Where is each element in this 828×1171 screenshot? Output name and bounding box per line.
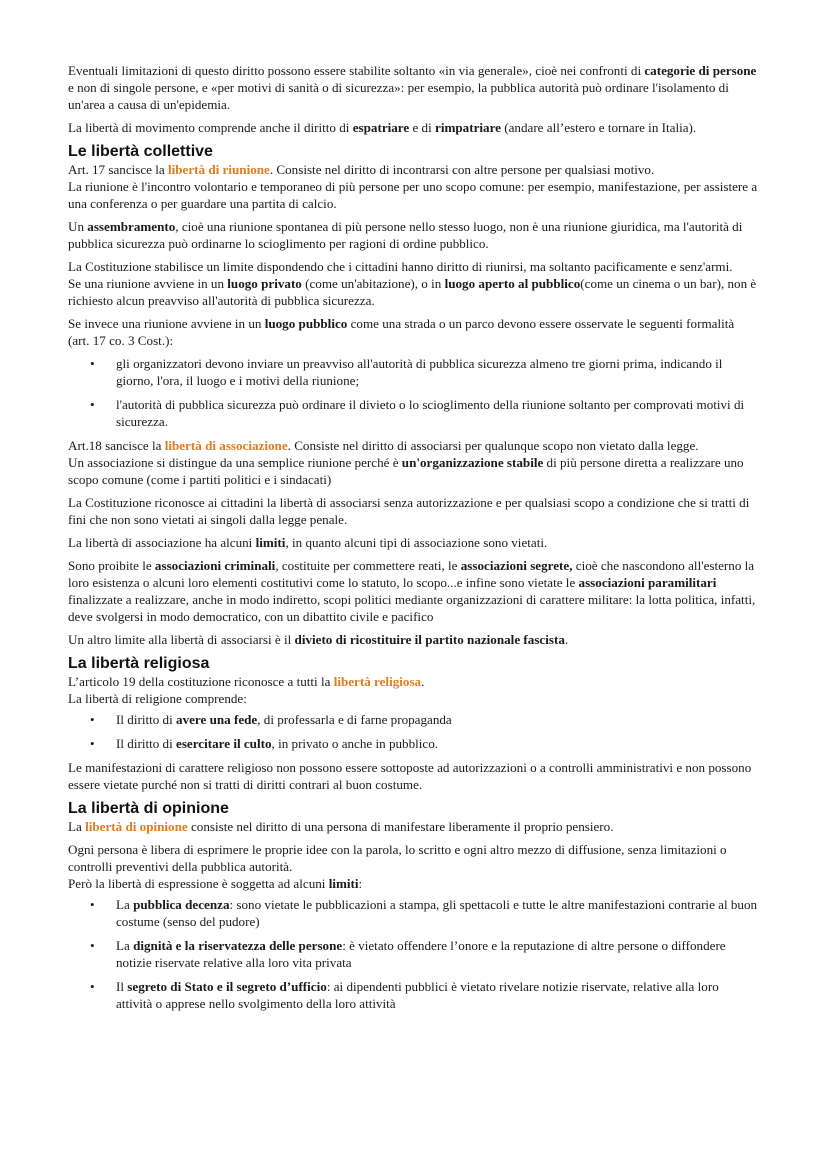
list-item: • La dignità e la riservatezza delle persone: è vietato offendere l’onore e la reputazione di altre persone o diffondere notizie riservate relative alla loro vita privata xyxy=(68,937,758,971)
heading-liberta-religiosa: La libertà religiosa xyxy=(68,655,210,672)
paragraph-associazione: Un associazione si distingue da una semplice riunione perché è un'organizzazione stabile di più persone diretta a realizzare uno scopo comune (come i partiti politici e i sindacati) xyxy=(68,455,744,487)
list-formalita xyxy=(68,355,758,430)
paragraph-art19: L’articolo 19 della costituzione riconosce a tutti la libertà religiosa. xyxy=(68,674,425,689)
paragraph-art18: Art.18 sancisce la libertà di associazione. Consiste nel diritto di associarsi per qualunque scopo non vietato dalla legge. xyxy=(68,438,699,453)
list-religione xyxy=(68,711,758,752)
list-item: • Il segreto di Stato e il segreto d’ufficio: ai dipendenti pubblici è vietato rivelare notizie riservate, relative alla loro attività o apprese nello svolgimento della loro attività xyxy=(68,978,758,1012)
paragraph-limitazioni: Eventuali limitazioni di questo diritto possono essere stabilite soltanto «in via generale», cioè nei confronti di categorie di persone e non di singole persone, e «per motivi di sanità o di sicurezza»: per esempio, la pubblica autorità può ordinare l'isolamento di un'area a causa di un'epidemia. xyxy=(68,63,757,112)
paragraph-luogo-privato: Se una riunione avviene in un luogo privato (come un'abitazione), o in luogo aperto al pubblico(come un cinema o un bar), non è richiesto alcun preavviso all'autorità di pubblica sicurezza. xyxy=(68,276,757,308)
list-item: • Il diritto di avere una fede, di professarla e di farne propaganda xyxy=(68,711,758,728)
paragraph-limiti-associazione: La libertà di associazione ha alcuni limiti, in quanto alcuni tipi di associazione sono vietati. xyxy=(68,535,548,550)
list-limiti-opinione xyxy=(68,896,758,1012)
heading-liberta-opinione: La libertà di opinione xyxy=(68,800,229,817)
paragraph-movimento: La libertà di movimento comprende anche il diritto di espatriare e di rimpatriare (andare all’estero e tornare in Italia). xyxy=(68,120,697,135)
paragraph-divieto-fascista: Un altro limite alla libertà di associarsi è il divieto di ricostituire il partito nazionale fascista. xyxy=(68,632,569,647)
list-item: • Il diritto di esercitare il culto, in privato o anche in pubblico. xyxy=(68,735,758,752)
paragraph-manifestazioni-religiose: Le manifestazioni di carattere religioso non possono essere sottoposte ad autorizzazioni o a controlli amministrativi e non possono essere vietate purché non si tratti di diritti contrari al buon costume. xyxy=(68,760,752,792)
paragraph-opinione: La libertà di opinione consiste nel diritto di una persona di manifestare liberamente il proprio pensiero. xyxy=(68,819,614,834)
paragraph-costituzione-associazione: La Costituzione riconosce ai cittadini la libertà di associarsi senza autorizzazione e per qualsiasi scopo a condizione che si tratti di fini che non sono vietati ai singoli dalla legge penale. xyxy=(68,495,750,527)
list-item: • l'autorità di pubblica sicurezza può ordinare il divieto o lo scioglimento della riunione soltanto per comprovati motivi di sicurezza. xyxy=(68,396,758,430)
paragraph-religione-comprende: La libertà di religione comprende: xyxy=(68,691,247,706)
paragraph-limiti-espressione: Però la libertà di espressione è soggetta ad alcuni limiti: xyxy=(68,876,363,891)
list-item: • gli organizzatori devono inviare un preavviso all'autorità di pubblica sicurezza almeno tre giorni prima, indicando il giorno, l'ora, il luogo e i motivi della riunione; xyxy=(68,355,758,389)
paragraph-luogo-pubblico: Se invece una riunione avviene in un luogo pubblico come una strada o un parco devono essere osservate le seguenti formalità (art. 17 co. 3 Cost.): xyxy=(68,316,735,348)
list-item: • La pubblica decenza: sono vietate le pubblicazioni a stampa, gli spettacoli e tutte le altre manifestazioni contrarie al buon costume (senso del pudore) xyxy=(68,896,758,930)
paragraph-limite-riunione: La Costituzione stabilisce un limite dispondendo che i cittadini hanno diritto di riunirsi, ma soltanto pacificamente e senz'armi. xyxy=(68,259,733,274)
heading-liberta-collettive: Le libertà collettive xyxy=(68,143,213,160)
paragraph-riunione: La riunione è l'incontro volontario e temporaneo di più persone per uno scopo comune: per esempio, manifestazione, per assistere a una conferenza o per guardare una partita di calcio. xyxy=(68,179,758,211)
paragraph-esprimere-idee: Ogni persona è libera di esprimere le proprie idee con la parola, lo scritto e ogni altro mezzo di diffusione, senza limitazioni o controlli preventivi della pubblica autorità. xyxy=(68,842,727,874)
paragraph-associazioni-proibite: Sono proibite le associazioni criminali, costituite per commettere reati, le associazioni segrete, cioè che nascondono all'esterno la loro esistenza o alcuni loro elementi costitutivi come lo statuto, lo scopo...e infine sono vietate le associazioni paramilitari finalizzate a realizzare, anche in modo indiretto, scopi politici mediante organizzazioni di carattere militare: la lotta politica, infatti, deve svolgersi in modo democratico, con un dibattito civile e pacifico xyxy=(68,558,756,624)
paragraph-assembramento: Un assembramento, cioè una riunione spontanea di più persone nello stesso luogo, non è una riunione giuridica, ma l'autorità di pubblica sicurezza può ordinarne lo scioglimento per ragioni di ordine pubblico. xyxy=(68,219,743,251)
paragraph-art17: Art. 17 sancisce la libertà di riunione. Consiste nel diritto di incontrarsi con altre persone per qualsiasi motivo. xyxy=(68,162,655,177)
